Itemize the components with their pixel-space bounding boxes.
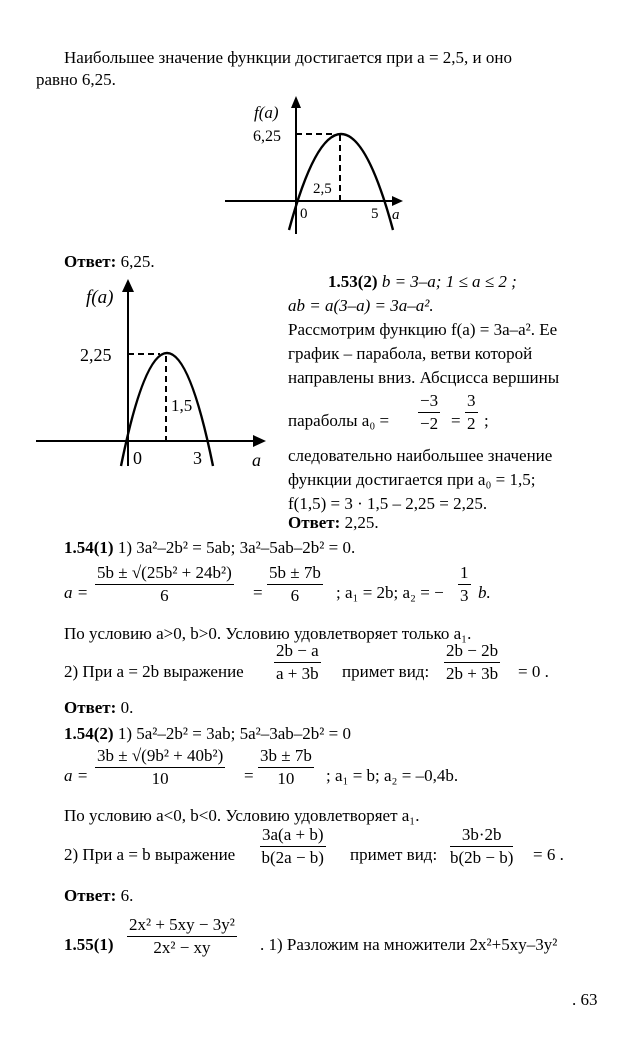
p153-fraction-2: $\frac{3}{2}$ [467, 391, 476, 433]
p153-line-9: f(1,5) = 3 · 1,5 – 2,25 = 2,25. [288, 494, 488, 513]
p154-1-answer: Ответ: 0. [64, 698, 134, 717]
problem-1-54-1-header: 1.54(1) 1) 3a²–2b² = 5ab; 3a²–5ab–2b² = 0. [64, 538, 356, 557]
graph2-axis-label: a [252, 450, 261, 467]
p153-fraction-1: $\frac{-3}{-2}$ [420, 391, 439, 433]
p154-1-fraction-d: $\frac{2b - a}{a + 3b}$ [276, 641, 319, 683]
p154-2-step-2: 2) При a = b выражение [64, 845, 236, 864]
intro-line-2: равно 6,25. [36, 70, 116, 89]
graph1-axis-label: a [392, 207, 400, 223]
graph1-zero-label: 0 [300, 206, 308, 222]
graph1-five-label: 5 [371, 206, 379, 222]
graph2-zero-label: 0 [133, 448, 142, 467]
graph1-fa-label: f(a) [254, 103, 279, 122]
parabola-graph-1 [215, 92, 420, 240]
problem-1-55-1-header: 1.55(1) [64, 935, 114, 954]
p153-answer: Ответ: 2,25. [288, 513, 379, 532]
p155-fraction: $\frac{\text{2x² + 5xy − 3y²}}{\text{2x² − xy}}$ [129, 915, 235, 957]
p153-line-4: график – парабола, ветви которой [288, 344, 533, 363]
parabola-graph-2 [30, 275, 280, 467]
p154-1-fraction-b: $\frac{5b \pm 7b}{6}$ [269, 563, 321, 605]
textbook-page: Наибольшее значение функции достигается при a = 2,5, и оно равно 6,25. f(a) 6,25 2,5 0 5 a Ответ: 6,25. f(a) 2,25 1,5 0 3 a 1.53(2) b = 3–a; 1 ≤ a ≤ 2 ; ab = a(3–a) = 3a–a². Рассмотрим функцию f(a) = 3a–a². Ее график – парабола, ветви которой направлены вниз. Абсцисса вершины параболы a₀ = $\frac{-3}{-2}$ = $\frac{3}{2}$ ; следовательно наибольшее значение функции достигается при a₀ = 1,5; f(1,5) = 3 · 1,5 – 2,25 = 2,25. Ответ: 2,25. 1.54(1) 1) 3a²–2b² = 5ab; 3a²–5ab–2b² = 0. a = $\frac{\text{5b ± √(25b² + 24b²)}}{6}$ = $\frac{5b \pm 7b}{6}$ ; a₁ = 2b; a₂ = − $\frac{1}{3}$ b. По условию a>0, b>0. Условию удовлетворяет только a₁. 2) При a = 2b выражение $\frac{2b - a}{a + 3b}$ примет вид: $\frac{2b - 2b}{2b + 3b}$ = 0 . Ответ: 0. 1.54(2) 1) 5a²–2b² = 3ab; 5a²–3ab–2b² = 0 a = $\frac{\text{3b ± √(9b² + 40b²)}}{10}$ = $\frac{3b \pm 7b}{10}$ ; a₁ = b; a₂ = –0,4b. По условию a<0, b<0. Условию удовлетворяет a₁. 2) При a = b выражение $\frac{3a(a + b)}{b(2a - b)}$ примет вид: $\frac{3b\cdot 2b}{b(2b - b)}$ = 6 . Ответ: 6. 1.55(1) $\frac{\text{2x² + 5xy − 3y²}}{\text{2x² − xy}}$ . 1) Разложим на множители 2x²+5xy–3y² . 63 [0, 0, 638, 1050]
graph2-vertex-label: 1,5 [171, 396, 193, 415]
p153-line-6: параболы a₀ = [288, 411, 390, 430]
p154-2-quadratic-formula: $\frac{\text{3b ± √(9b² + 40b²)}}{10}$ [97, 746, 224, 788]
p154-1-condition: По условию a>0, b>0. Условию удовлетворяет только a₁. [64, 624, 472, 643]
p154-1-fraction-e: $\frac{2b - 2b}{2b + 3b}$ [446, 641, 499, 683]
p154-2-fraction-e: $\frac{3b\cdot 2b}{b(2b - b)}$ [450, 825, 514, 867]
graph1-ymax-label: 6,25 [253, 128, 281, 145]
p154-2-fraction-d: $\frac{3a(a + b)}{b(2a - b)}$ [261, 825, 324, 867]
problem-1-54-2-header: 1.54(2) 1) 5a²–2b² = 3ab; 5a²–3ab–2b² = 0 [64, 724, 351, 743]
graph1-vertex-label: 2,5 [313, 181, 332, 197]
p154-1-quadratic-formula: $\frac{\text{5b ± √(25b² + 24b²)}}{6}$ [97, 563, 232, 605]
p154-1-fraction-c: $\frac{1}{3}$ [460, 563, 469, 605]
graph2-ymax-label: 2,25 [80, 345, 112, 365]
p153-line-3: Рассмотрим функцию f(a) = 3a–a². Ее [288, 320, 558, 339]
p153-line-7: следовательно наибольшее значение [288, 446, 553, 465]
answer-1: Ответ: 6,25. [64, 252, 155, 271]
p153-ab: ab = a(3–a) = 3a–a². [288, 296, 434, 315]
p155-text: . 1) Разложим на множители 2x²+5xy–3y² [260, 935, 558, 954]
graph2-fa-label: f(a) [86, 287, 114, 308]
p154-2-condition: По условию a<0, b<0. Условию удовлетворяет a₁. [64, 806, 420, 825]
page-number: . 63 [572, 990, 598, 1009]
intro-line-1: Наибольшее значение функции достигается при a = 2,5, и оно [64, 48, 513, 67]
p154-2-answer: Ответ: 6. [64, 886, 134, 905]
p154-1-step-2: 2) При a = 2b выражение [64, 662, 244, 681]
problem-1-53-header: 1.53(2) b = 3–a; 1 ≤ a ≤ 2 ; [328, 272, 517, 291]
p154-2-fraction-b: $\frac{3b \pm 7b}{10}$ [260, 746, 312, 788]
p153-line-5: направлены вниз. Абсцисса вершины [288, 368, 560, 387]
p153-line-8: функции достигается при a₀ = 1,5; [288, 470, 536, 489]
graph2-three-label: 3 [193, 448, 202, 467]
